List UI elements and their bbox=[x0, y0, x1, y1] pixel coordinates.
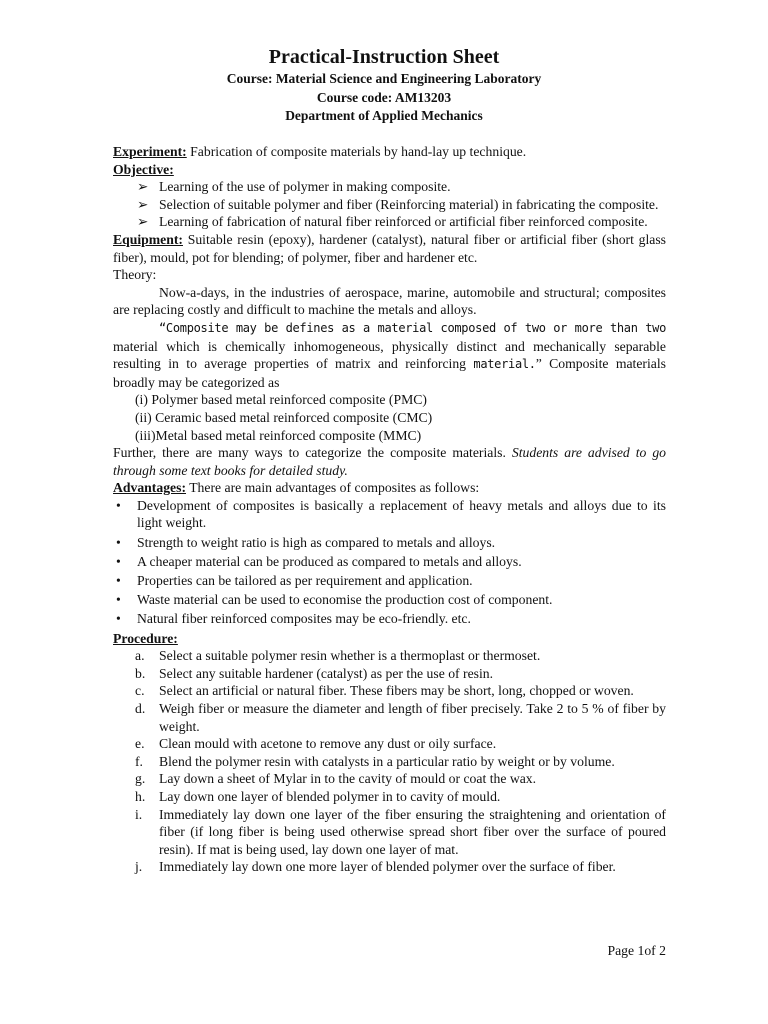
objective-label: Objective: bbox=[113, 161, 174, 177]
advantage-item bbox=[113, 553, 666, 571]
advantages-label: Advantages: bbox=[113, 480, 187, 496]
page-title: Practical-Instruction Sheet bbox=[268, 46, 500, 68]
advantages-heading bbox=[113, 479, 666, 497]
procedure-step bbox=[113, 788, 666, 806]
composite-type-item: (i) Polymer based metal reinforced composite (PMC) bbox=[135, 392, 427, 408]
step-text: Blend the polymer resin with catalysts in a particular ratio by weight or by volume. bbox=[159, 753, 615, 769]
definition-quote-end: ” Composite materials broadly may be categorized as bbox=[113, 356, 666, 390]
step-text: Select an artificial or natural fiber. These fibers may be short, long, chopped or woven. bbox=[159, 683, 634, 699]
page-number: Page 1of 2 bbox=[607, 943, 666, 958]
advantage-item bbox=[113, 497, 666, 532]
procedure-step bbox=[113, 700, 666, 735]
advantage-item-text: Properties can be tailored as per requirement and application. bbox=[137, 573, 473, 589]
objective-item-text: Selection of suitable polymer and fiber (Reinforcing material) in fabricating the composite. bbox=[159, 196, 659, 212]
step-text: Lay down a sheet of Mylar in to the cavity of mould or coat the wax. bbox=[159, 771, 537, 787]
bullet-icon: • bbox=[116, 611, 121, 627]
advantage-item-text: Strength to weight ratio is high as compared to metals and alloys. bbox=[137, 534, 496, 550]
step-marker: c. bbox=[135, 683, 145, 699]
step-text: Weigh fiber or measure the diameter and length of fiber precisely. Take 2 to 5 % of fiber by weight. bbox=[159, 700, 666, 734]
step-text: Lay down one layer of blended polymer in to cavity of mould. bbox=[159, 788, 501, 804]
advantage-item-text: Waste material can be used to economise the production cost of component. bbox=[137, 592, 553, 608]
step-marker: d. bbox=[135, 700, 146, 716]
definition-quote-word: material. bbox=[473, 357, 536, 372]
bullet-icon: • bbox=[116, 573, 121, 589]
step-text: Immediately lay down one layer of the fiber ensuring the straightening and orientation of fiber (if long fiber is being used otherwise spread short fiber over the surface of poured resin). If mat is being used, lay down one layer of mat. bbox=[159, 806, 666, 857]
procedure-step bbox=[113, 753, 666, 771]
arrow-bullet-icon: ➢ bbox=[137, 196, 149, 212]
course-code: Course code: AM13203 bbox=[316, 90, 452, 105]
step-marker: j. bbox=[135, 859, 143, 875]
course-name: Course: Material Science and Engineering Laboratory bbox=[226, 71, 542, 86]
arrow-bullet-icon: ➢ bbox=[137, 179, 149, 195]
procedure-step bbox=[113, 806, 666, 859]
bullet-icon: • bbox=[116, 497, 121, 513]
step-marker: f. bbox=[135, 753, 143, 769]
definition-paragraph bbox=[113, 319, 666, 391]
objective-item-text: Learning of fabrication of natural fiber reinforced or artificial fiber reinforced composite. bbox=[159, 214, 648, 230]
arrow-bullet-icon: ➢ bbox=[137, 214, 149, 230]
bullet-icon: • bbox=[116, 592, 121, 608]
definition-quote-body: material which is chemically inhomogeneous, physically distinct and mechanically separable resulting in to average properties of matrix and reinforcing bbox=[113, 338, 666, 372]
procedure-list bbox=[113, 647, 666, 876]
further-italic-text: Students are advised to go through some text books for detailed study. bbox=[113, 445, 667, 478]
step-marker: e. bbox=[135, 736, 145, 752]
further-text: Further, there are many ways to categorize the composite materials. bbox=[113, 445, 512, 461]
advantages-list bbox=[113, 497, 666, 628]
composite-type-item: (iii)Metal based metal reinforced composite (MMC) bbox=[135, 427, 422, 443]
theory-paragraph: Now-a-days, in the industries of aerospace, marine, automobile and structural; composites are replacing costly and difficult to machine the metals and alloys. bbox=[113, 284, 666, 318]
step-text: Immediately lay down one more layer of blended polymer over the surface of fiber. bbox=[159, 859, 616, 875]
experiment-label: Experiment: bbox=[113, 144, 187, 159]
equipment-label: Equipment: bbox=[113, 231, 183, 247]
objective-item-text: Learning of the use of polymer in making composite. bbox=[159, 179, 451, 195]
step-marker: a. bbox=[135, 648, 145, 664]
document-body bbox=[113, 143, 666, 876]
advantage-item bbox=[113, 572, 666, 590]
bullet-icon: • bbox=[116, 553, 121, 569]
step-text: Clean mould with acetone to remove any dust or oily surface. bbox=[159, 736, 497, 752]
advantage-item-text: A cheaper material can be produced as compared to metals and alloys. bbox=[137, 553, 522, 569]
further-paragraph bbox=[113, 444, 666, 479]
composite-type-item: (ii) Ceramic based metal reinforced composite (CMC) bbox=[135, 409, 433, 425]
definition-quote-start: “Composite may be defines as a material composed of two or more than two bbox=[159, 320, 666, 335]
objective-item bbox=[113, 178, 666, 196]
procedure-heading bbox=[113, 630, 666, 648]
procedure-label: Procedure: bbox=[113, 630, 178, 646]
equipment-paragraph bbox=[113, 231, 666, 266]
advantage-item-text: Development of composites is basically a replacement of heavy metals and alloys due to its light weight. bbox=[137, 497, 666, 531]
advantage-item bbox=[113, 610, 666, 628]
procedure-step bbox=[113, 665, 666, 683]
advantage-item bbox=[113, 534, 666, 552]
objective-item bbox=[113, 196, 666, 214]
step-marker: h. bbox=[135, 788, 146, 804]
procedure-step bbox=[113, 735, 666, 753]
objective-item bbox=[113, 213, 666, 231]
procedure-step bbox=[113, 647, 666, 665]
advantage-item bbox=[113, 591, 666, 609]
procedure-step bbox=[113, 770, 666, 788]
step-text: Select any suitable hardener (catalyst) as per the use of resin. bbox=[159, 665, 494, 681]
objective-heading bbox=[113, 161, 666, 179]
bullet-icon: • bbox=[116, 534, 121, 550]
step-marker: i. bbox=[135, 806, 143, 822]
department: Department of Applied Mechanics bbox=[285, 108, 483, 123]
objective-list bbox=[113, 178, 666, 231]
step-marker: g. bbox=[135, 771, 146, 787]
advantages-intro: There are main advantages of composites as follows: bbox=[186, 480, 480, 496]
step-marker: b. bbox=[135, 665, 146, 681]
step-text: Select a suitable polymer resin whether is a thermoplast or thermoset. bbox=[159, 648, 541, 664]
experiment-line bbox=[113, 143, 666, 161]
theory-heading: Theory: bbox=[113, 267, 157, 283]
advantage-item-text: Natural fiber reinforced composites may be eco-friendly. etc. bbox=[137, 611, 471, 627]
experiment-text: Fabrication of composite materials by hand-lay up technique. bbox=[186, 144, 527, 159]
procedure-step bbox=[113, 682, 666, 700]
equipment-text: Suitable resin (epoxy), hardener (catalyst), natural fiber or artificial fiber (short glass fiber), mould, pot for blending; of polymer, fiber and hardener etc. bbox=[113, 231, 666, 265]
procedure-step bbox=[113, 858, 666, 876]
composite-types-list bbox=[113, 391, 666, 444]
